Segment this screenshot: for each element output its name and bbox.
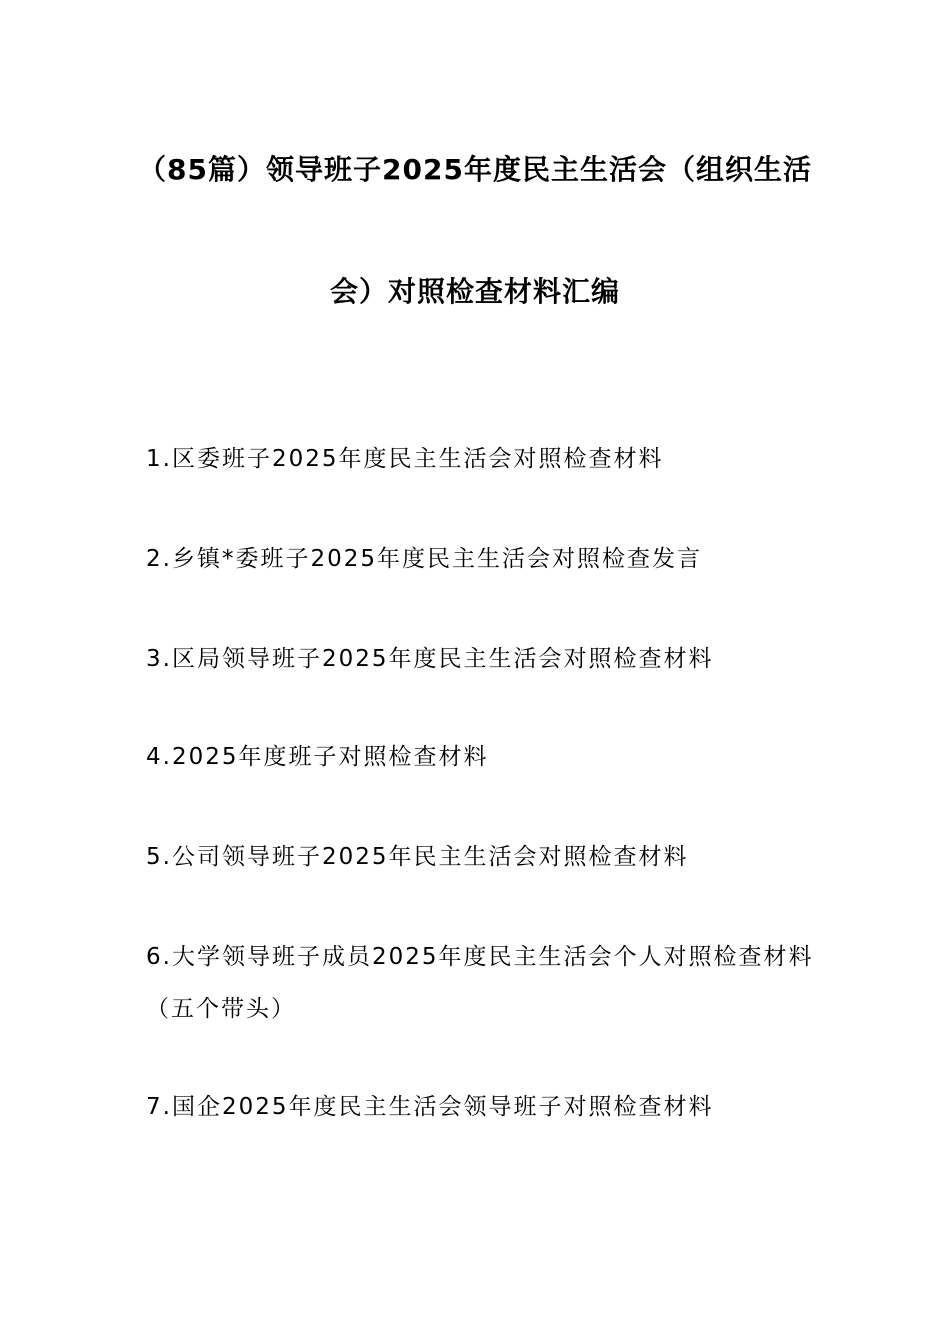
toc-item: 6.大学领导班子成员2025年度民主生活会个人对照检查材料（五个带头） <box>146 944 814 1022</box>
toc-item: 5.公司领导班子2025年民主生活会对照检查材料 <box>146 844 689 870</box>
toc-item: 7.国企2025年度民主生活会领导班子对照检查材料 <box>146 1094 714 1120</box>
toc-item: 2.乡镇*委班子2025年度民主生活会对照检查发言 <box>146 546 702 572</box>
document-title-line-1: （85篇）领导班子2025年度民主生活会（组织生活 <box>138 153 812 186</box>
toc-item: 3.区局领导班子2025年度民主生活会对照检查材料 <box>146 646 714 672</box>
document-title-line-2: 会）对照检查材料汇编 <box>329 275 620 308</box>
toc-item: 4.2025年度班子对照检查材料 <box>146 744 489 770</box>
toc-item: 1.区委班子2025年度民主生活会对照检查材料 <box>146 446 664 472</box>
